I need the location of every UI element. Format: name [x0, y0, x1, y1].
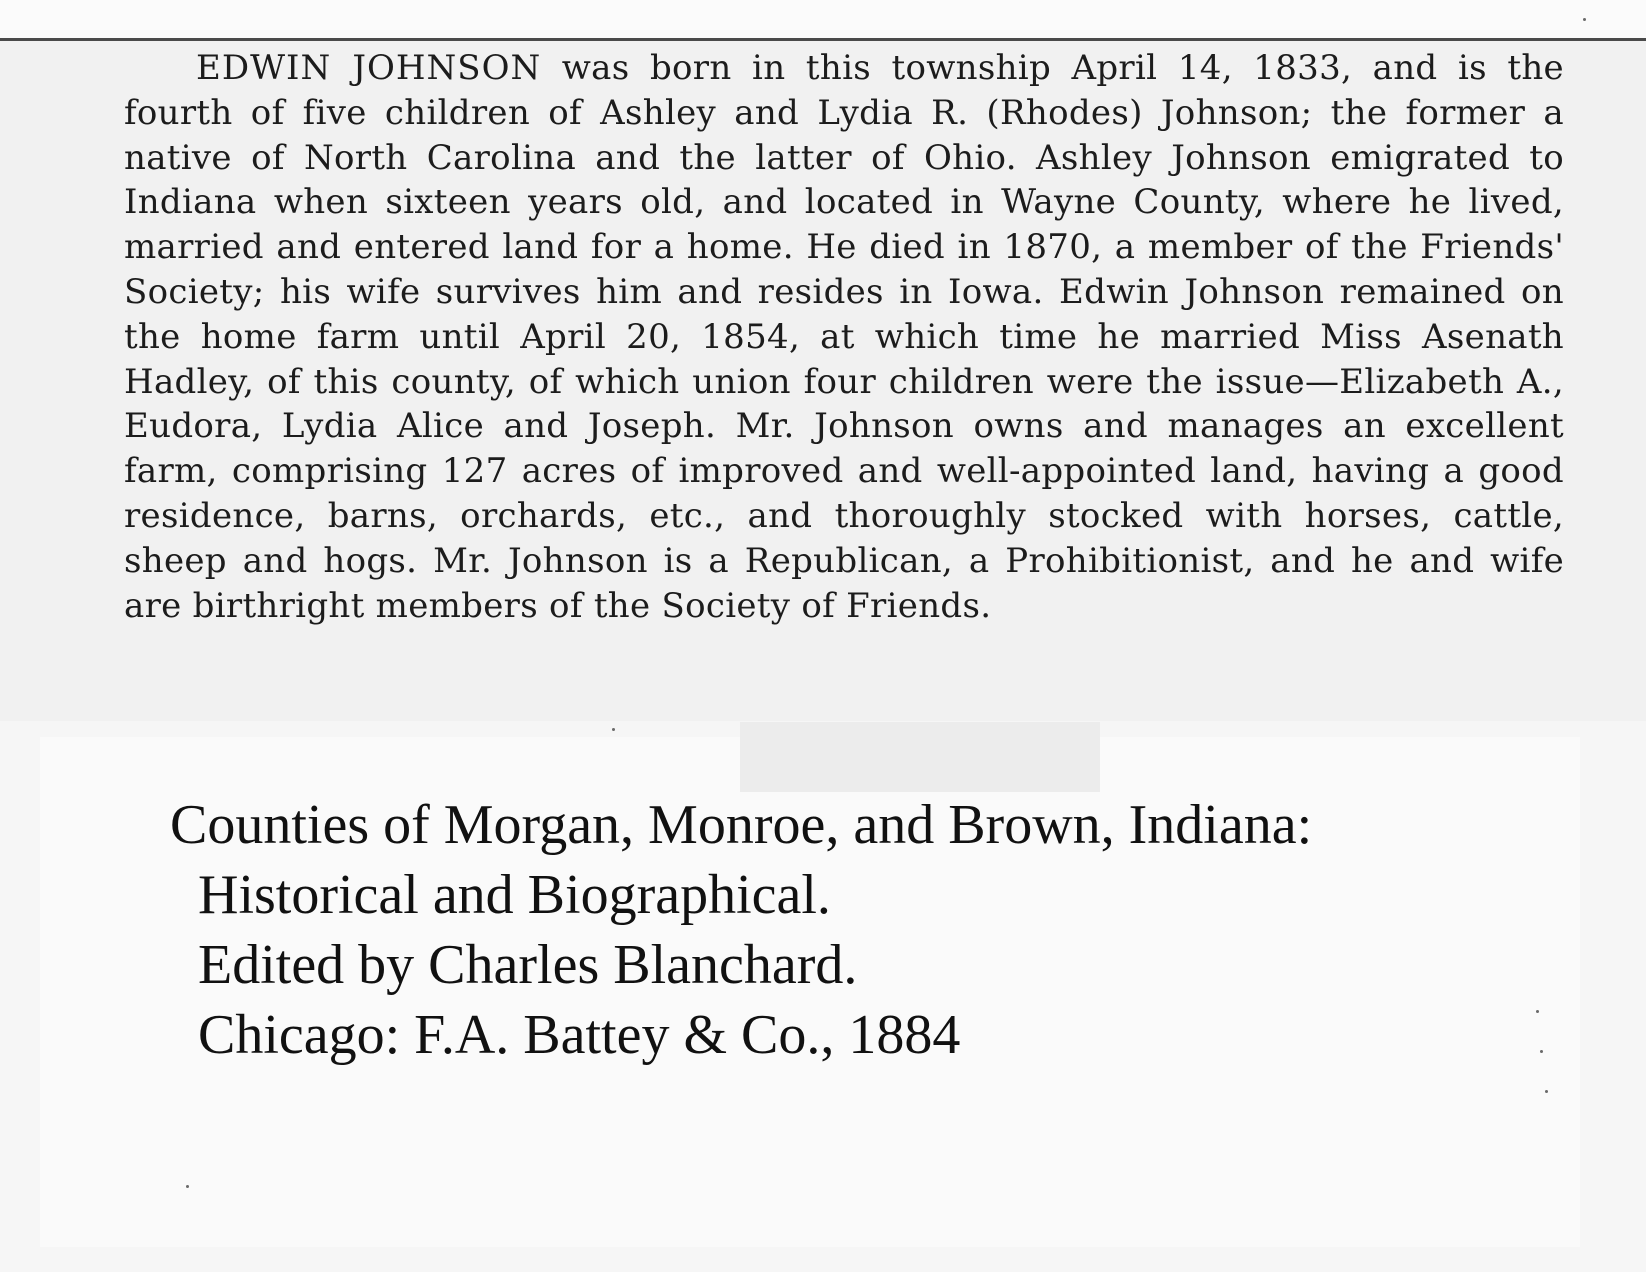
scan-speck — [186, 1185, 189, 1188]
citation-publisher: Chicago: F.A. Battey & Co., 1884 — [198, 1004, 961, 1066]
scan-speck — [1536, 1010, 1539, 1013]
top-paper-strip — [0, 0, 1646, 38]
scan-speck — [1545, 1090, 1548, 1093]
biography-text: was born in this township April 14, 1833, and is the fourth of five children of Ashley and Lydia R. (Rhodes) Johnson; the former a native of North Carolina and the latter of Ohio. Ashley Johnson emigrated to Indiana when sixteen years old, and located in Wayne County, where he lived, married and entered land for a home. He died in 1870, a member of the Friends' Society; his wife survives him and resides in Iowa. Edwin Johnson remained on the home farm until April 20, 1854, at which time he married Miss Asenath Hadley, of this county, of which union four children were the issue—Elizabeth A., Eudora, Lydia Alice and Joseph. Mr. Johnson owns and manages an excellent farm, comprising 127 acres of improved and well-appointed land, having a good residence, barns, orchards, etc., and thoroughly stocked with horses, cattle, sheep and hogs. Mr. Johnson is a Republican, a Prohibitionist, and he and wife are birthright members of the Society of Friends. — [124, 48, 1564, 626]
citation-title: Counties of Morgan, Monroe, and Brown, Indiana: — [170, 794, 1313, 856]
scan-speck — [612, 728, 615, 731]
citation-editor: Edited by Charles Blanchard. — [198, 934, 858, 996]
citation-subtitle: Historical and Biographical. — [198, 864, 831, 926]
biography-paragraph — [124, 46, 1564, 628]
citation-block — [170, 790, 1312, 1070]
scan-speck — [1583, 18, 1586, 21]
scan-speck — [1540, 1050, 1543, 1053]
subject-name: EDWIN JOHNSON — [196, 48, 542, 88]
tape-mark — [740, 722, 1100, 792]
